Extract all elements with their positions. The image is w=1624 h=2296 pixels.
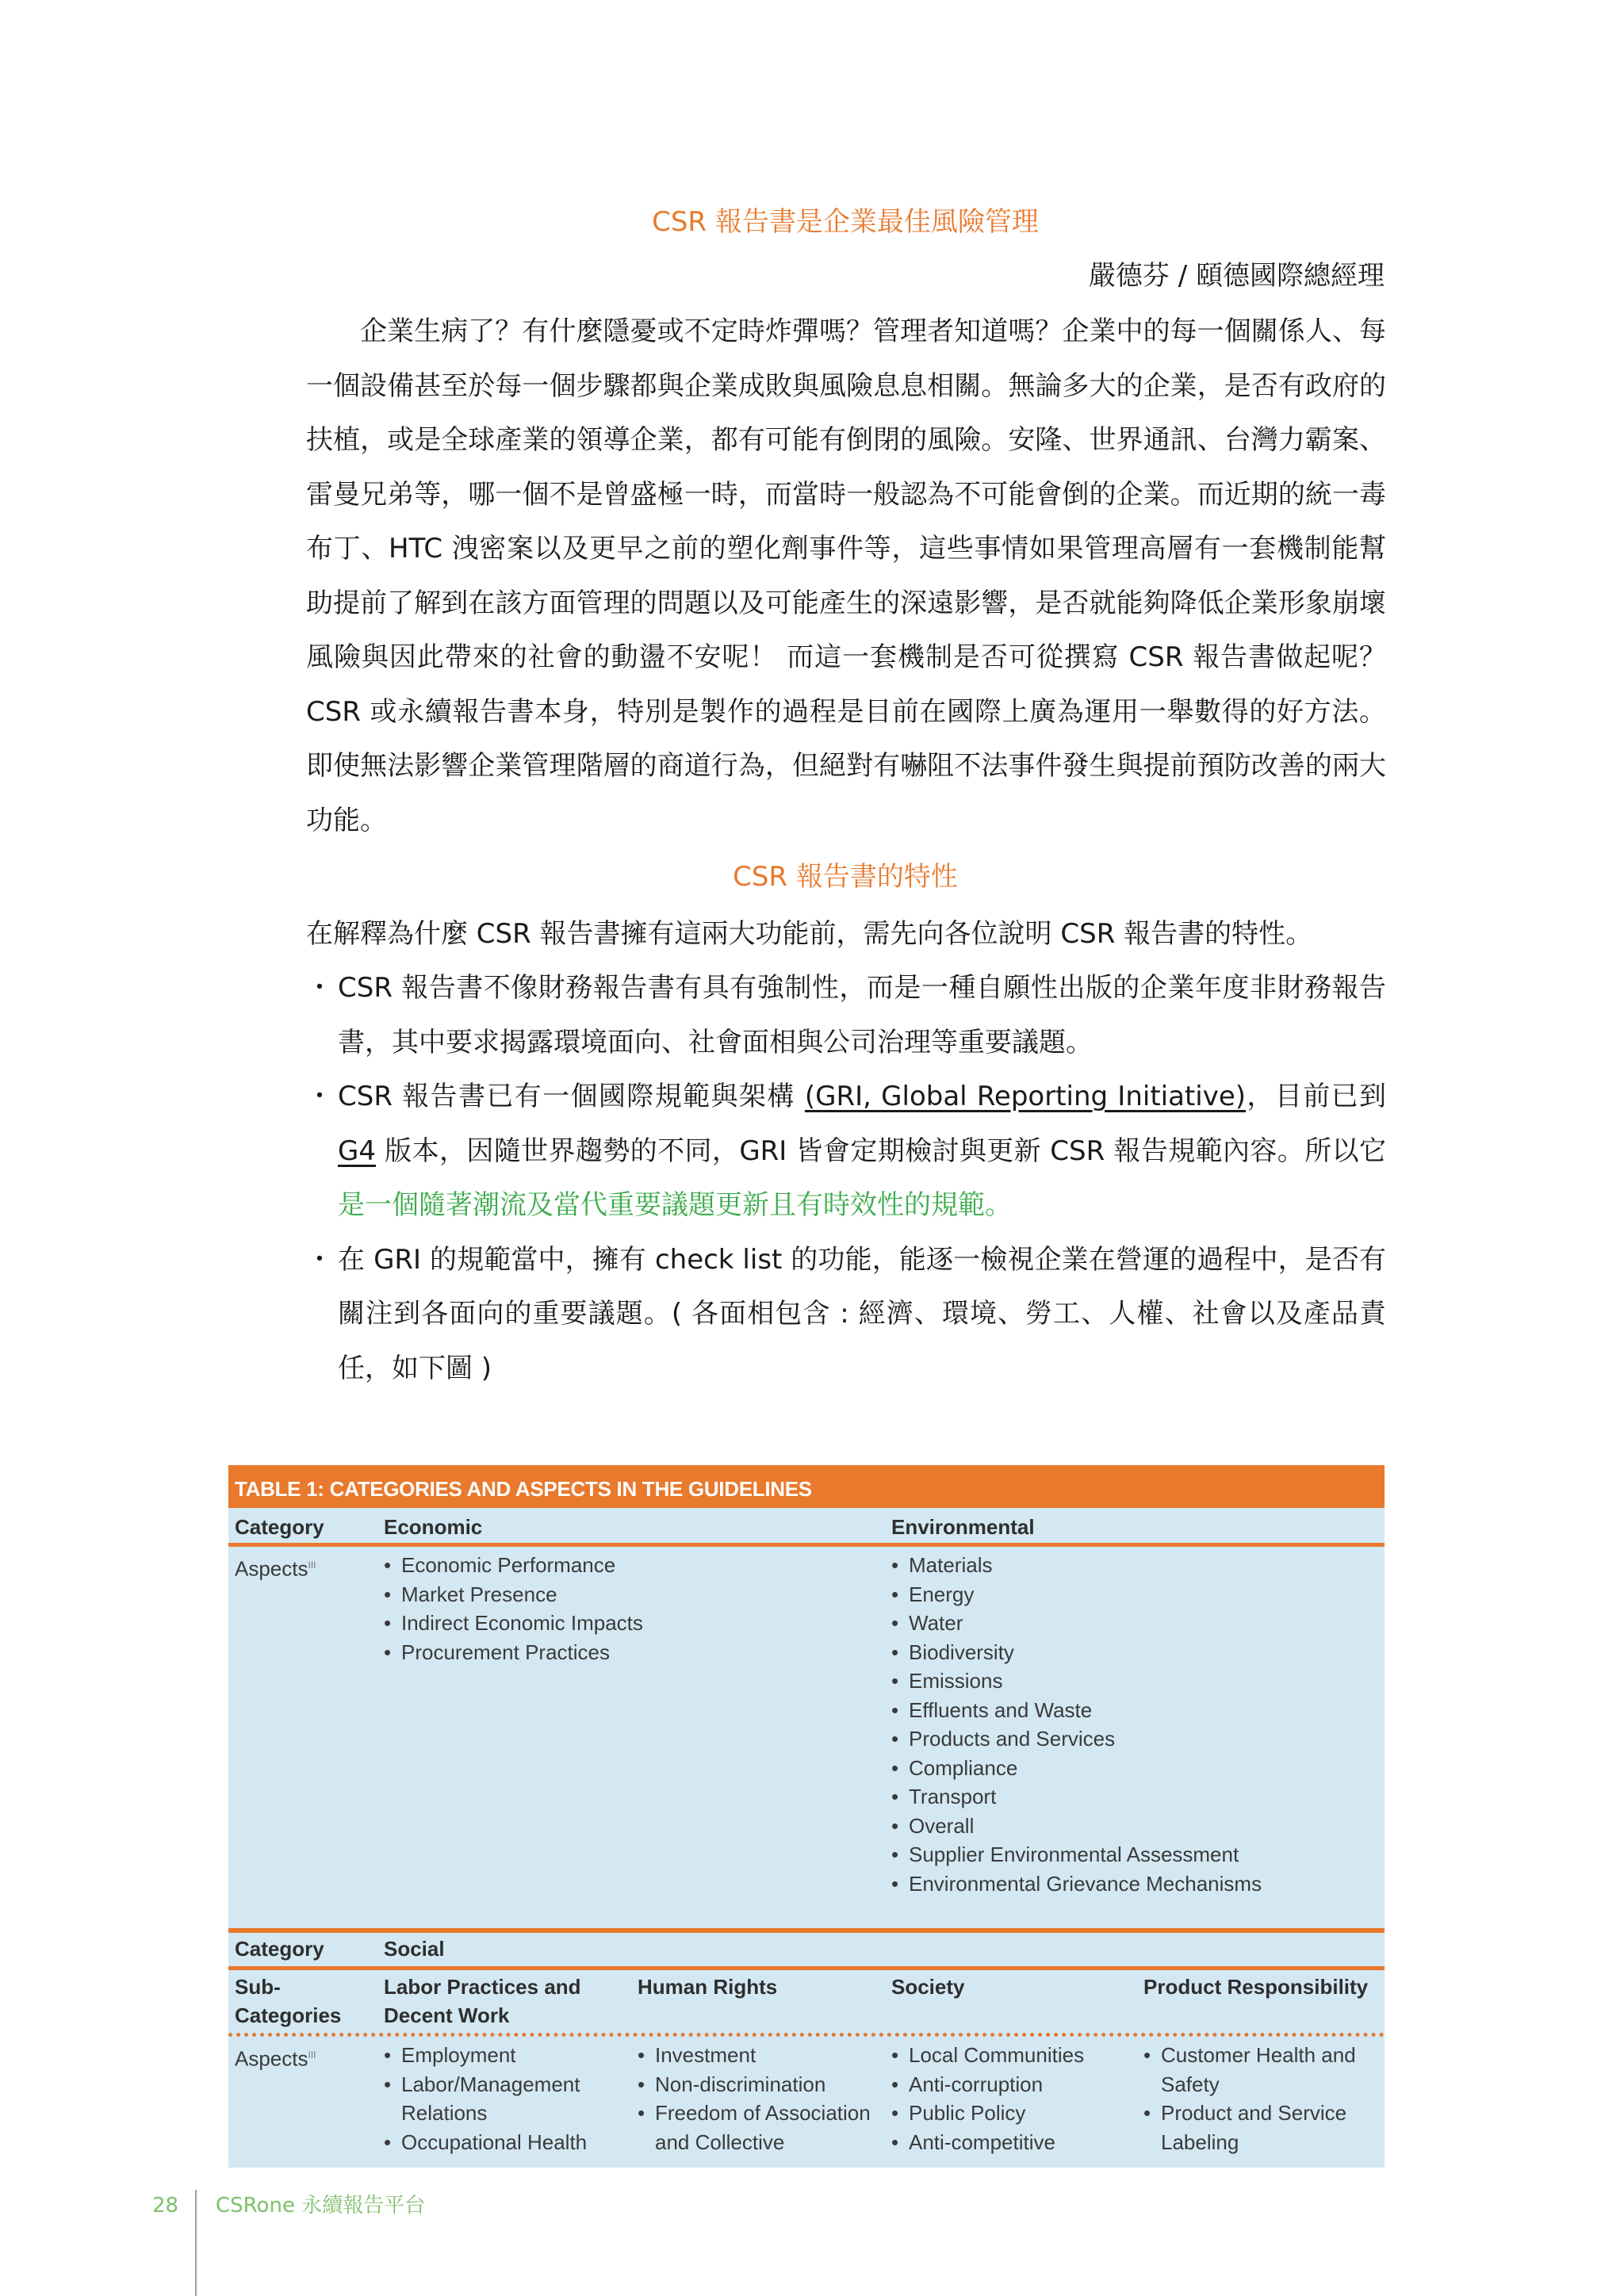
intro-text: 在解釋為什麼 CSR 報告書擁有這兩大功能前，需先向各位說明 CSR 報告書的特性。 xyxy=(306,918,1313,950)
footer-brand: CSRone 永續報告平台 xyxy=(216,2194,426,2218)
subcategories-line: Sub- xyxy=(235,1975,281,1999)
gri-link[interactable]: (GRI, Global Reporting Initiative) xyxy=(804,1081,1247,1112)
economic-heading: Economic xyxy=(384,1515,483,1539)
section-subtitle: CSR 報告書的特性 xyxy=(733,861,958,893)
bullet-list xyxy=(306,961,1386,1395)
list-item: • Market Presence xyxy=(384,1580,643,1609)
list-item: • Public Policy xyxy=(891,2099,1129,2128)
list-item: • Non-discrimination xyxy=(638,2070,883,2099)
environmental-aspects xyxy=(891,1551,1262,1898)
list-item: • Materials xyxy=(891,1551,1262,1580)
dotted-divider xyxy=(228,2033,1385,2037)
list-item: • Supplier Environmental Assessment xyxy=(891,1840,1262,1869)
subcategories-line: Categories xyxy=(235,2003,342,2027)
bullet-item xyxy=(306,1070,1386,1233)
bullet-mark: ・ xyxy=(306,972,333,1004)
social-heading: Social xyxy=(384,1937,445,1961)
list-item: • Product and Service Labeling xyxy=(1143,2099,1373,2156)
aspects-label xyxy=(235,2041,316,2073)
list-item: • Water xyxy=(891,1609,1262,1638)
list-item: • Local Communities xyxy=(891,2041,1129,2070)
list-item: • Effluents and Waste xyxy=(891,1696,1262,1725)
bullet-text: 版本，因隨世界趨勢的不同，GRI 皆會定期檢討與更新 CSR 報告規範內容。所以它 xyxy=(375,1135,1386,1167)
bullet-text: 在 GRI 的規範當中，擁有 check list 的功能，能逐一檢視企業在營運的過程中，是否有關注到各面向的重要議題。( 各面相包含 : 經濟、環境、勞工、人權、社會以及產品責任，如下圖 ) xyxy=(338,1243,1386,1384)
highlight-text: 是一個隨著潮流及當代重要議題更新且有時效性的規範。 xyxy=(338,1189,1012,1221)
list-item: • Transport xyxy=(891,1782,1262,1812)
article-title: CSR 報告書是企業最佳風險管理 xyxy=(652,206,1039,238)
society-heading: Society xyxy=(891,1975,965,1999)
table-rule xyxy=(228,1966,1385,1970)
list-item: • Compliance xyxy=(891,1754,1262,1783)
table-rule xyxy=(228,1928,1385,1933)
list-item: • Economic Performance xyxy=(384,1551,643,1580)
list-item: • Indirect Economic Impacts xyxy=(384,1609,643,1638)
labor-line: Decent Work xyxy=(384,2003,510,2027)
society-aspects xyxy=(891,2041,1129,2156)
list-item: • Environmental Grievance Mechanisms xyxy=(891,1869,1262,1899)
page-number: 28 xyxy=(152,2194,179,2218)
gri-table xyxy=(228,1465,1385,2168)
aspects-mark: III xyxy=(308,1559,316,1571)
g4-link[interactable]: G4 xyxy=(338,1135,376,1167)
list-item: • Emissions xyxy=(891,1667,1262,1696)
labor-heading xyxy=(384,1973,581,2030)
list-item: • Investment xyxy=(638,2041,883,2070)
list-item: • Employment xyxy=(384,2041,614,2070)
bullet-text: CSR 報告書已有一個國際規範與架構 xyxy=(338,1081,805,1112)
labor-line: Labor Practices and xyxy=(384,1975,581,1999)
list-item: • Freedom of Association and Collective xyxy=(638,2099,883,2156)
list-item: • Products and Services xyxy=(891,1724,1262,1754)
product-aspects xyxy=(1143,2041,1373,2156)
human-rights-aspects xyxy=(638,2041,883,2156)
list-item: • Occupational Health xyxy=(384,2128,614,2157)
table-rule xyxy=(228,1543,1385,1547)
list-item: • Overall xyxy=(891,1812,1262,1841)
economic-aspects xyxy=(384,1551,643,1667)
labor-aspects xyxy=(384,2041,614,2156)
category-label: Category xyxy=(235,1937,324,1961)
bullet-item xyxy=(306,1233,1386,1396)
bullet-item xyxy=(306,961,1386,1070)
subcategories-label xyxy=(235,1973,341,2030)
bullet-text: CSR 報告書不像財務報告書有具有強制性，而是一種自願性出版的企業年度非財務報告書，其中要求揭露環境面向、社會面相與公司治理等重要議題。 xyxy=(338,972,1386,1058)
bullet-mark: ・ xyxy=(306,1081,333,1112)
product-responsibility-heading: Product Responsibility xyxy=(1143,1975,1369,1999)
aspects-label xyxy=(235,1551,316,1583)
list-item: • Anti-corruption xyxy=(891,2070,1129,2099)
bullet-mark: ・ xyxy=(306,1243,333,1276)
article-author: 嚴德芬 / 頤德國際總經理 xyxy=(1088,260,1385,292)
list-item: • Customer Health and Safety xyxy=(1143,2041,1373,2099)
table-heading: TABLE 1: CATEGORIES AND ASPECTS IN THE GUIDELINES xyxy=(228,1465,1385,1508)
human-rights-heading: Human Rights xyxy=(638,1975,778,1999)
body-paragraph: 企業生病了？有什麼隱憂或不定時炸彈嗎？管理者知道嗎？企業中的每一個關係人、每一個設備甚至於每一個步驟都與企業成敗與風險息息相關。無論多大的企業，是否有政府的扶植，或是全球產業的領導企業，都有可能有倒閉的風險。安隆、世界通訊、台灣力霸案、雷曼兄弟等，哪一個不是曾盛極一時，而當時一般認為不可能會倒的企業。而近期的統一毒布丁、HTC 洩密案以及更早之前的塑化劑事件等，這些事情如果管理高層有一套機制能幫助提前了解到在該方面管理的問題以及可能產生的深遠影響，是否就能夠降低企業形象崩壞風險與因此帶來的社會的動盪不安呢！ 而這一套機制是否可從撰寫 CSR 報告書做起呢？ CSR 或永續報告書本身，特別是製作的過程是目前在國際上廣為運用一舉數得的好方法。即使無法影響企業管理階層的商道行為，但絕對有嚇阻不法事件發生與提前預防改善的兩大功能。 xyxy=(306,316,1386,836)
list-item: • Procurement Practices xyxy=(384,1638,643,1667)
list-item: • Energy xyxy=(891,1580,1262,1609)
aspects-label-text: Aspects xyxy=(235,1556,308,1581)
list-item: • Biodiversity xyxy=(891,1638,1262,1667)
category-label: Category xyxy=(235,1515,324,1539)
list-item: • Labor/Management Relations xyxy=(384,2070,614,2128)
footer-divider xyxy=(195,2190,197,2296)
bullet-text: ，目前已到 xyxy=(1246,1081,1387,1112)
environmental-heading: Environmental xyxy=(891,1515,1035,1539)
list-item: • Anti-competitive xyxy=(891,2128,1129,2157)
aspects-mark: III xyxy=(308,2049,316,2061)
aspects-label-text: Aspects xyxy=(235,2046,308,2071)
